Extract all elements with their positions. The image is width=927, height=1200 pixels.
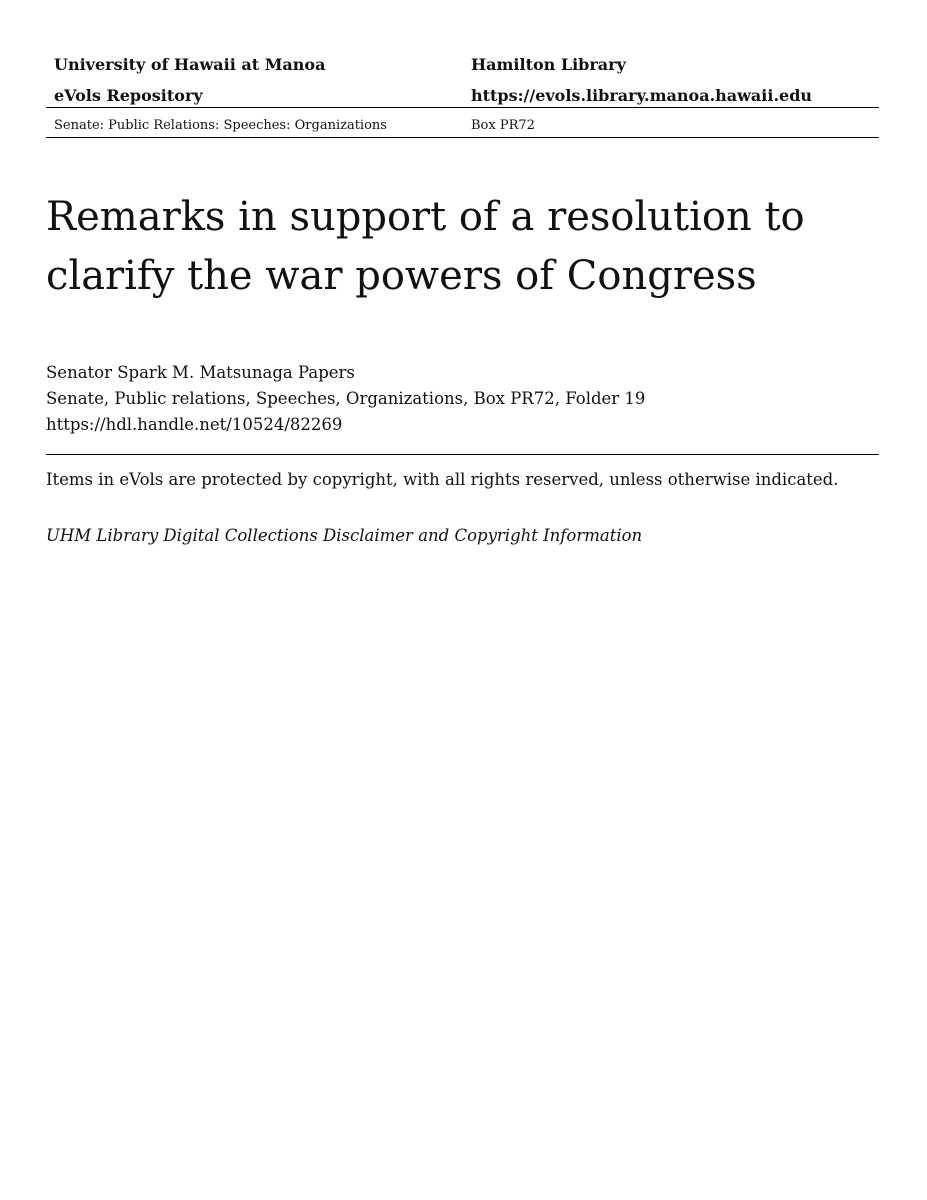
handle-url-link[interactable]: https://hdl.handle.net/10524/82269 <box>46 415 343 434</box>
title-line-2: clarify the war powers of Congress <box>46 253 757 299</box>
metadata-divider <box>46 454 879 455</box>
disclaimer-link[interactable]: UHM Library Digital Collections Disclaimer and Copyright Information <box>46 526 643 545</box>
folder-location: Senate, Public relations, Speeches, Organizations, Box PR72, Folder 19 <box>46 389 646 408</box>
box-label: Box PR72 <box>471 118 535 133</box>
repository-url-link[interactable]: https://evols.library.manoa.hawaii.edu <box>471 86 813 105</box>
institution-name: University of Hawaii at Manoa <box>54 55 326 74</box>
collection-name: Senator Spark M. Matsunaga Papers <box>46 363 355 382</box>
repository-name: eVols Repository <box>54 86 203 105</box>
header-divider-bottom <box>46 137 879 138</box>
collection-path: Senate: Public Relations: Speeches: Organizations <box>54 118 387 133</box>
header-divider-top <box>46 107 879 108</box>
copyright-notice: Items in eVols are protected by copyright, with all rights reserved, unless otherwise indicated. <box>46 470 839 489</box>
library-name: Hamilton Library <box>471 55 626 74</box>
document-title <box>46 188 879 306</box>
title-line-1: Remarks in support of a resolution to <box>46 194 805 240</box>
